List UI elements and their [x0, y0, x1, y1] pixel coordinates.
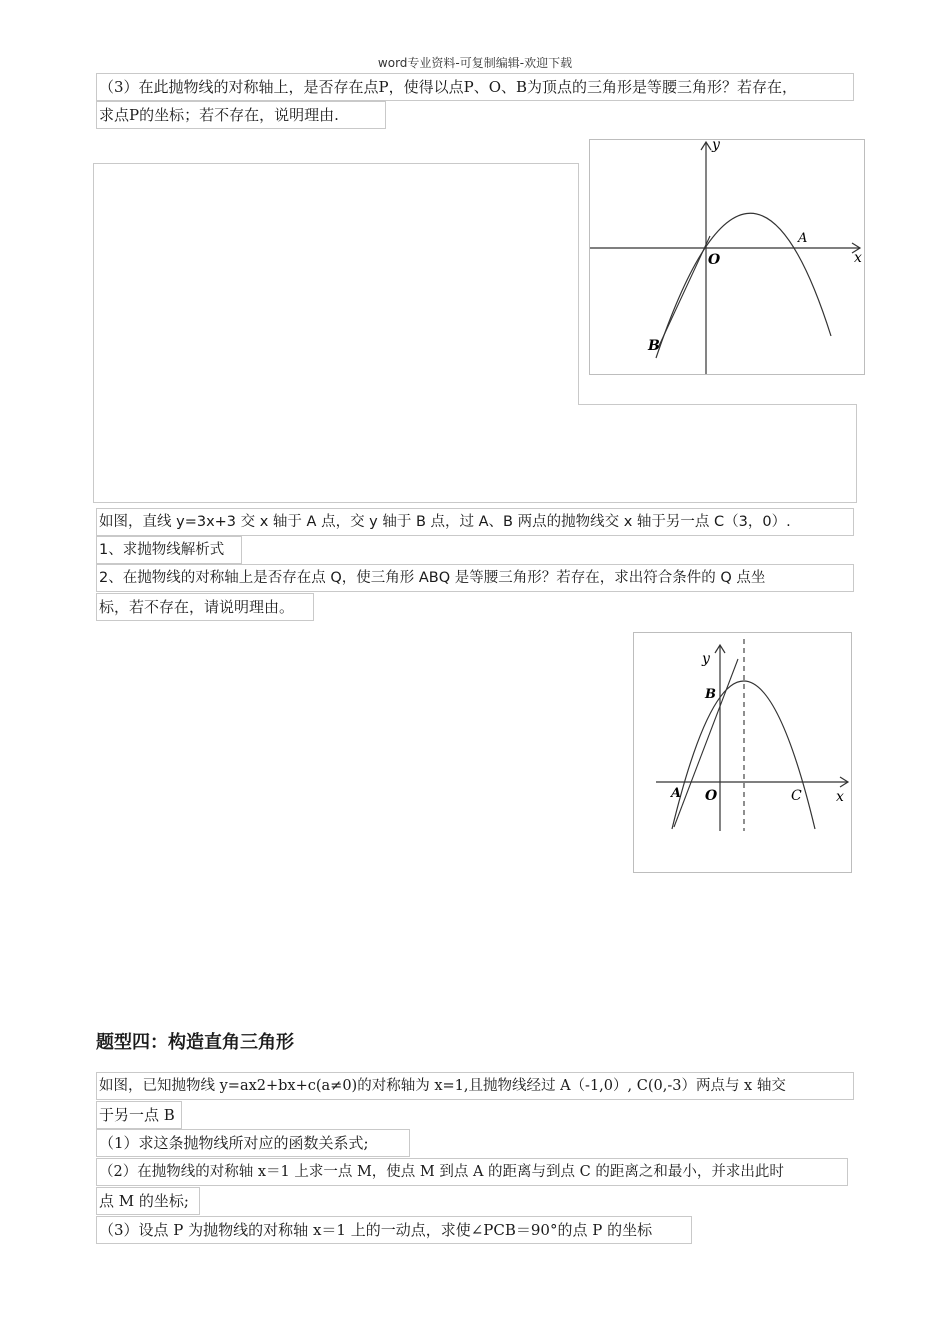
label-x: x [836, 789, 844, 805]
page-header: word专业资料-可复制编辑-欢迎下载 [377, 56, 573, 70]
answer-box-upper [93, 163, 579, 503]
section-title: 题型四：构造直角三角形 [96, 1032, 294, 1053]
problem-3-intro-line-1: 如图，已知抛物线 y=ax2+bx+c(a≠0)的对称轴为 x=1,且抛物线经过 A（-1,0）, C(0,-3）两点与 x 轴交 [96, 1072, 854, 1100]
label-o: O [708, 252, 721, 268]
line-ob [658, 236, 710, 348]
label-b: B [648, 338, 660, 354]
label-o: O [705, 788, 718, 804]
question-3-line-2: 求点P的坐标；若不存在，说明理由. [96, 101, 386, 129]
figure-2-graph [634, 633, 852, 873]
answer-box-bottom-edge [93, 502, 857, 503]
label-x: x [854, 250, 862, 266]
problem-3-question-3: （3）设点 P 为抛物线的对称轴 x＝1 上的一动点，求使∠PCB＝90°的点 P 的坐标 [96, 1216, 692, 1244]
answer-box-lower [578, 404, 857, 503]
label-a: A [671, 786, 682, 801]
figure-1-graph [590, 140, 865, 375]
figure-1 [589, 139, 865, 375]
problem-2-question-1: 1、求抛物线解析式 [96, 536, 242, 564]
problem-3-intro-line-2: 于另一点 B [96, 1101, 182, 1129]
problem-3-question-1: （1）求这条抛物线所对应的函数关系式; [96, 1129, 410, 1157]
problem-2-question-2-line-2: 标，若不存在，请说明理由。 [96, 593, 314, 621]
problem-2-question-2-line-1: 2、在抛物线的对称轴上是否存在点 Q，使三角形 ABQ 是等腰三角形？若存在，求出符合条件的 Q 点坐 [96, 564, 854, 592]
label-c: C [791, 788, 802, 804]
figure-2 [633, 632, 852, 873]
label-y: y [712, 140, 720, 153]
label-y: y [702, 651, 710, 667]
problem-3-question-2-line-1: （2）在抛物线的对称轴 x＝1 上求一点 M，使点 M 到点 A 的距离与到点 C 的距离之和最小，并求出此时 [96, 1158, 848, 1186]
problem-3-question-2-line-2: 点 M 的坐标; [96, 1187, 200, 1215]
question-3-line-1: （3）在此抛物线的对称轴上，是否存在点P，使得以点P、O、B为顶点的三角形是等腰三角形？若存在， [96, 73, 854, 101]
label-b: B [705, 687, 716, 702]
label-a: A [798, 231, 808, 246]
problem-2-intro: 如图，直线 y=3x+3 交 x 轴于 A 点，交 y 轴于 B 点，过 A、B 两点的抛物线交 x 轴于另一点 C（3，0）. [96, 508, 854, 536]
